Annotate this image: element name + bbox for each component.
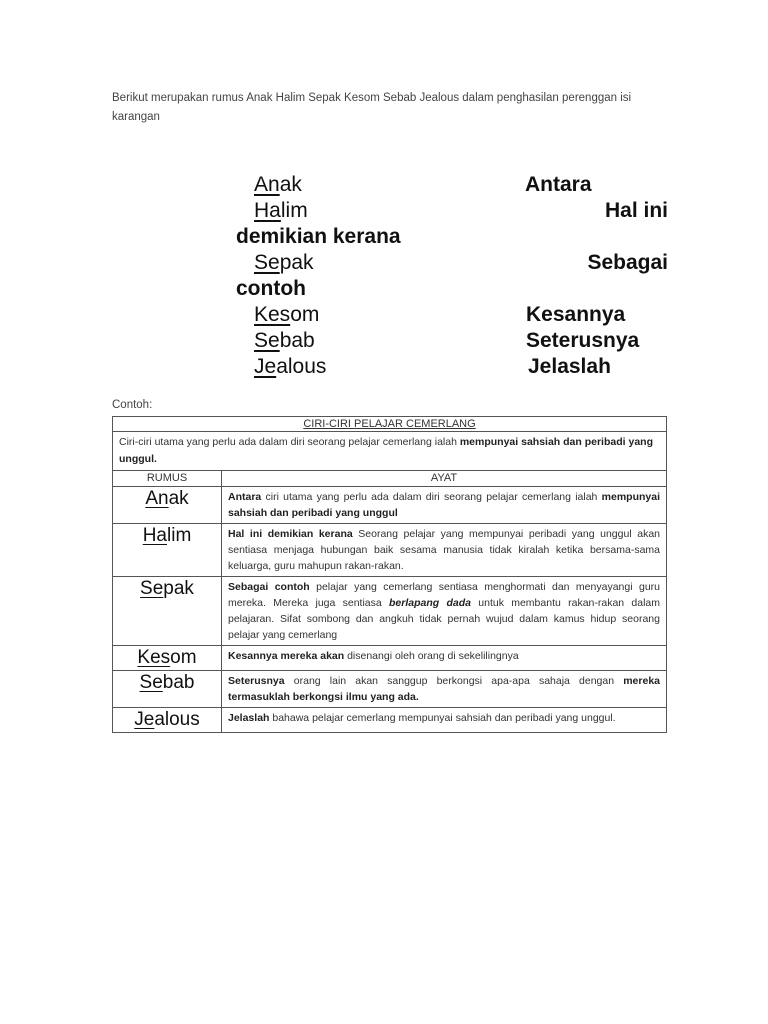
ayat-cell: Seterusnya orang lain akan sanggup berkongsi apa-apa sahaja dengan mereka termasuklah berkongsi ilmu yang ada. [222, 671, 667, 708]
formula-block [236, 172, 670, 380]
table-row [113, 646, 667, 671]
formula-row-wrap [236, 276, 670, 302]
ayat-cell: Kesannya mereka akan disenangi oleh orang di sekelilingnya [222, 646, 667, 671]
formula-connector-cont: contoh [236, 277, 306, 300]
rumus-cell: Anak [113, 487, 222, 524]
header-ayat: AYAT [222, 471, 667, 487]
rumus-cell: Kesom [113, 646, 222, 671]
ayat-cell: Antara ciri utama yang perlu ada dalam diri seorang pelajar cemerlang ialah mempunyai sahsiah dan peribadi yang unggul [222, 487, 667, 524]
table-row [113, 708, 667, 733]
formula-connector: Seterusnya [526, 329, 640, 352]
formula-word: Jealous [254, 355, 327, 378]
formula-row-sepak [236, 250, 670, 276]
formula-row-jealous [236, 354, 670, 380]
table-header-row [113, 471, 667, 487]
formula-word: Sepak [254, 251, 314, 274]
rumus-cell: Sepak [113, 577, 222, 646]
formula-row-wrap [236, 224, 670, 250]
rumus-cell: Halim [113, 524, 222, 577]
table-title: CIRI-CIRI PELAJAR CEMERLANG [113, 417, 667, 432]
formula-row-halim [236, 198, 670, 224]
formula-connector: Jelaslah [528, 355, 611, 378]
example-table [112, 416, 667, 733]
formula-row-sebab [236, 328, 670, 354]
formula-connector: Sebagai [587, 251, 668, 274]
table-row [113, 671, 667, 708]
table-row [113, 524, 667, 577]
table-description: Ciri-ciri utama yang perlu ada dalam diri seorang pelajar cemerlang ialah mempunyai sahsiah dan peribadi yang unggul. [113, 432, 667, 471]
contoh-label: Contoh: [112, 399, 153, 411]
rumus-cell: Sebab [113, 671, 222, 708]
table-row [113, 577, 667, 646]
intro-paragraph: Berikut merupakan rumus Anak Halim Sepak Kesom Sebab Jealous dalam penghasilan perenggan isi karangan [112, 92, 632, 123]
formula-connector: Kesannya [526, 303, 626, 326]
formula-connector: Antara [525, 173, 592, 196]
formula-word: Halim [254, 199, 308, 222]
ayat-cell: Sebagai contoh pelajar yang cemerlang sentiasa menghormati dan menyayangi guru mereka. Mereka juga sentiasa berlapang dada untuk membantu rakan-rakan dalam pelajaran. Sifat sombong dan angkuh tidak pernah wujud dalam kamus hidup seorang pelajar yang cemerlang [222, 577, 667, 646]
table-row [113, 487, 667, 524]
formula-row-kesom [236, 302, 670, 328]
ayat-cell: Jelaslah bahawa pelajar cemerlang mempunyai sahsiah dan peribadi yang unggul. [222, 708, 667, 733]
formula-connector-cont: demikian kerana [236, 225, 401, 248]
rumus-cell: Jealous [113, 708, 222, 733]
header-rumus: RUMUS [113, 471, 222, 487]
formula-connector: Hal ini [604, 199, 668, 222]
formula-word: Kesom [254, 303, 320, 326]
table-desc-row [113, 432, 667, 471]
formula-word: Anak [254, 173, 302, 196]
formula-row-anak [236, 172, 670, 198]
table-title-row [113, 417, 667, 432]
ayat-cell: Hal ini demikian kerana Seorang pelajar yang mempunyai peribadi yang unggul akan sentiasa menjaga hubungan baik sesama manusia tidak kiralah ketika bersama-sama keluarga, guru mahupun rakan-rakan. [222, 524, 667, 577]
formula-word: Sebab [254, 329, 315, 352]
